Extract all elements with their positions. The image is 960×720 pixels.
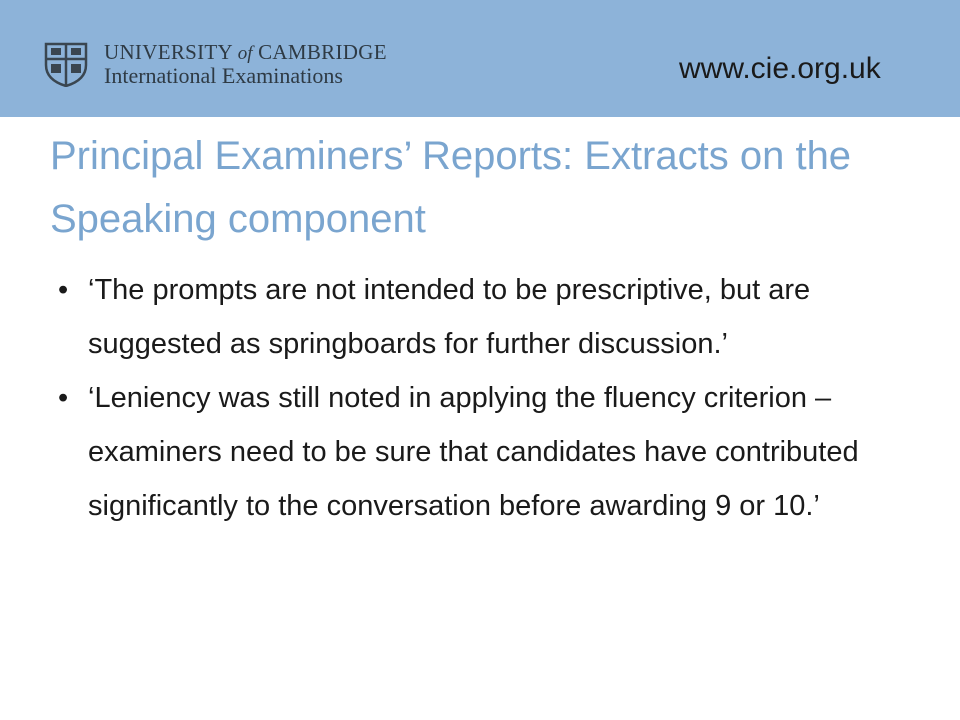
bullet-item — [58, 371, 938, 533]
logo-subtitle: International Examinations — [104, 63, 343, 88]
bullet-text: ‘The prompts are not intended to be prescriptive, but are suggested as springboards for further discussion.’ — [88, 274, 811, 360]
logo-university-name: UNIVERSITY of CAMBRIDGE — [104, 40, 387, 64]
university-crest-icon — [43, 41, 89, 87]
bullet-list — [58, 263, 938, 533]
bullet-item — [58, 263, 938, 371]
website-url[interactable]: www.cie.org.uk — [679, 52, 881, 85]
bullet-dot-icon: • — [58, 274, 69, 306]
slide-title: Principal Examiners’ Reports: Extracts on the Speaking component — [50, 134, 852, 241]
bullet-text: ‘Leniency was still noted in applying the fluency criterion – examiners need to be sure that candidates have contributed significantly to the conversation before awarding 9 or 10.’ — [88, 382, 859, 522]
header-banner — [0, 0, 960, 117]
bullet-dot-icon: • — [58, 382, 69, 414]
